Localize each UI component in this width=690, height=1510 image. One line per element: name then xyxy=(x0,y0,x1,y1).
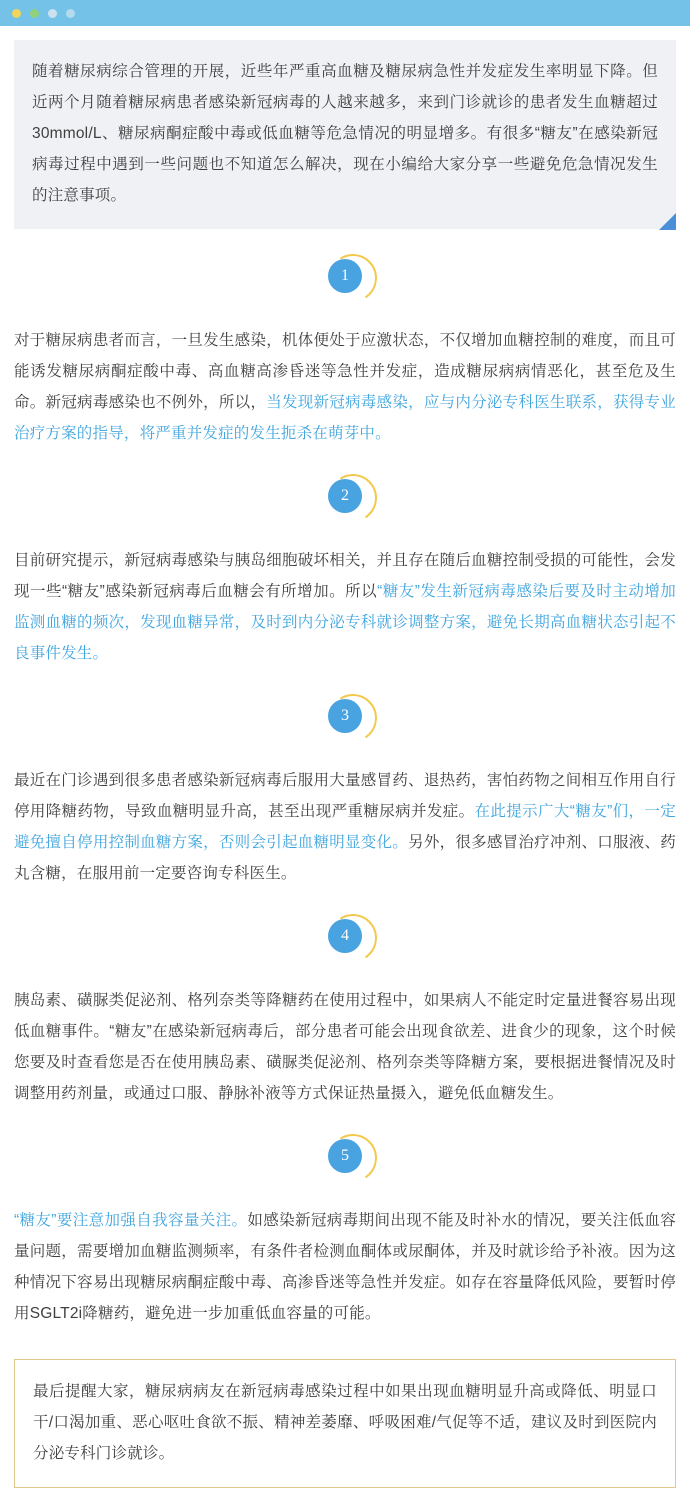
paragraph-highlight: 在此提示广大“糖友”们，一定避免擅自停用控制血糖方案，否则会引起血糖明显变化。 xyxy=(14,803,676,851)
section-paragraph-1 xyxy=(14,325,676,449)
corner-triangle-icon xyxy=(659,213,676,230)
section-paragraph-5 xyxy=(14,1205,676,1329)
section-number-5 xyxy=(14,1139,676,1179)
section-number-4 xyxy=(14,919,676,959)
section-number-1 xyxy=(14,259,676,299)
closing-note-text: 最后提醒大家，糖尿病病友在新冠病毒感染过程中如果出现血糖明显升高或降低、明显口干/口渴加重、恶心呕吐食欲不振、精神差萎靡、呼吸困难/气促等不适，建议及时到医院内分泌专科门诊就诊。 xyxy=(33,1383,657,1462)
section-number-badge: 1 xyxy=(328,259,362,293)
green-dot xyxy=(30,9,39,18)
paragraph-text: 如感染新冠病毒期间出现不能及时补水的情况，要关注低血容量问题，需要增加血糖监测频率，有条件者检测血酮体或尿酮体，并及时就诊给予补液。因为这种情况下容易出现糖尿病酮症酸中毒、高渗昏迷等急性并发症。如存在容量降低风险，要暂时停用SGLT2i降糖药，避免进一步加重低血容量的可能。 xyxy=(14,1212,676,1322)
section-number-badge: 5 xyxy=(328,1139,362,1173)
paragraph-text: 胰岛素、磺脲类促泌剂、格列奈类等降糖药在使用过程中，如果病人不能定时定量进餐容易出现低血糖事件。“糖友”在感染新冠病毒后，部分患者可能会出现食欲差、进食少的现象，这个时候您要及时查看您是否在使用胰岛素、磺脲类促泌剂、格列奈类等降糖方案，要根据进餐情况及时调整用药剂量，或通过口服、静脉补液等方式保证热量摄入，避免低血糖发生。 xyxy=(14,992,676,1102)
paragraph-text-tail: 另外，很多感冒治疗冲剂、口服液、药丸含糖，在服用前一定要咨询专科医生。 xyxy=(14,834,676,882)
paragraph-text: 目前研究提示，新冠病毒感染与胰岛细胞破坏相关，并且存在随后血糖控制受损的可能性，会发现一些“糖友”感染新冠病毒后血糖会有所增加。所以 xyxy=(14,552,676,600)
grey-dot-2 xyxy=(66,9,75,18)
section-number-badge: 2 xyxy=(328,479,362,513)
section-number-2 xyxy=(14,479,676,519)
section-paragraph-3 xyxy=(14,765,676,889)
intro-callout xyxy=(14,40,676,229)
paragraph-highlight: 当发现新冠病毒感染，应与内分泌专科医生联系，获得专业治疗方案的指导，将严重并发症的发生扼杀在萌芽中。 xyxy=(14,394,677,442)
paragraph-highlight: “糖友”要注意加强自我容量关注。 xyxy=(14,1212,248,1229)
section-paragraph-2 xyxy=(14,545,676,669)
section-number-3 xyxy=(14,699,676,739)
yellow-dot xyxy=(12,9,21,18)
paragraph-text: 最近在门诊遇到很多患者感染新冠病毒后服用大量感冒药、退热药，害怕药物之间相互作用自行停用降糖药物，导致血糖明显升高，甚至出现严重糖尿病并发症。 xyxy=(14,772,676,820)
section-number-badge: 4 xyxy=(328,919,362,953)
section-paragraph-4 xyxy=(14,985,676,1109)
paragraph-text: 对于糖尿病患者而言，一旦发生感染，机体便处于应激状态，不仅增加血糖控制的难度，而且可能诱发糖尿病酮症酸中毒、高血糖高渗昏迷等急性并发症，造成糖尿病病情恶化，甚至危及生命。新冠病毒感染也不例外，所以， xyxy=(14,332,676,411)
closing-note-box xyxy=(14,1359,676,1488)
window-titlebar xyxy=(0,0,690,26)
article-content xyxy=(0,40,690,1510)
section-number-badge: 3 xyxy=(328,699,362,733)
grey-dot-1 xyxy=(48,9,57,18)
intro-text: 随着糖尿病综合管理的开展，近些年严重高血糖及糖尿病急性并发症发生率明显下降。但近两个月随着糖尿病患者感染新冠病毒的人越来越多，来到门诊就诊的患者发生血糖超过30mmol/L、糖尿病酮症酸中毒或低血糖等危急情况的明显增多。有很多“糖友”在感染新冠病毒过程中遇到一些问题也不知道怎么解决，现在小编给大家分享一些避免危急情况发生的注意事项。 xyxy=(32,63,658,204)
paragraph-highlight: “糖友”发生新冠病毒感染后要及时主动增加监测血糖的频次，发现血糖异常，及时到内分泌专科就诊调整方案，避免长期高血糖状态引起不良事件发生。 xyxy=(14,583,677,662)
